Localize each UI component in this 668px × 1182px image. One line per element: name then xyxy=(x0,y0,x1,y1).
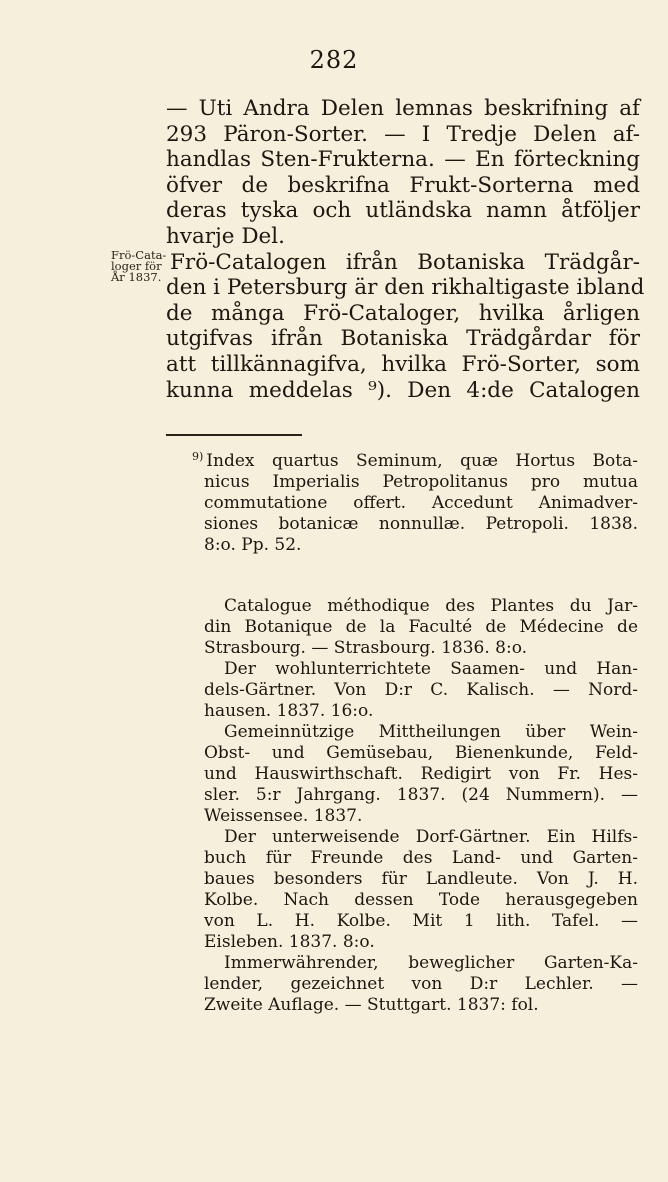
main-text-block xyxy=(166,96,645,403)
bibliography-line: hausen. 1837. 16:o. xyxy=(204,701,374,721)
bibliography-list xyxy=(204,596,638,1016)
main-text-line: öfver de beskrifna Frukt-Sorterna med xyxy=(166,172,640,198)
main-text-line: — Uti Andra Delen lemnas beskrifning af xyxy=(166,96,640,121)
margin-note-line: År 1837. xyxy=(111,270,162,284)
margin-note-line: loger för xyxy=(111,259,162,273)
main-text-line: utgifvas ifrån Botaniska Trädgårdar för xyxy=(166,326,640,352)
bibliography-entry xyxy=(204,827,638,953)
margin-note xyxy=(111,250,171,283)
main-text-line: deras tyska och utländska namn åtföljer xyxy=(166,198,640,224)
bibliography-entry xyxy=(204,953,638,1016)
bibliography-line: Gemeinnützige Mittheilungen über Wein- xyxy=(224,722,638,742)
margin-note-line: Frö-Cata- xyxy=(111,248,167,262)
main-text-line: kunna meddelas ⁹). Den 4:de Catalogen xyxy=(166,377,640,403)
main-text-line: Frö-Catalogen ifrån Botaniska Trädgår- xyxy=(170,249,640,275)
bibliography-line: lender, gezeichnet von D:r Lechler. — xyxy=(204,974,638,994)
bibliography-line: Der wohlunterrichtete Saamen- und Han- xyxy=(224,659,638,679)
main-text-line: att tillkännagifva, hvilka Frö-Sorter, som xyxy=(166,351,640,377)
footnote-line-text: Index quartus Seminum, quæ Hortus Bota- xyxy=(206,451,638,471)
bibliography-entry xyxy=(204,722,638,827)
bibliography-line: sler. 5:r Jahrgang. 1837. (24 Nummern). — xyxy=(204,785,638,805)
bibliography-line: Eisleben. 1837. 8:o. xyxy=(204,932,375,952)
footnote xyxy=(192,446,638,556)
bibliography-line: Strasbourg. — Strasbourg. 1836. 8:o. xyxy=(204,638,528,658)
footnote-separator-rule xyxy=(166,434,302,436)
main-text-line: den i Petersburg är den rikhaltigaste ibland xyxy=(166,275,645,301)
bibliography-entry xyxy=(204,596,638,659)
bibliography-line: buch für Freunde des Land- und Garten- xyxy=(204,848,638,868)
page-number: 282 xyxy=(309,46,359,74)
footnote-line: commutatione offert. Accedunt Animadver- xyxy=(204,493,638,513)
main-text-line: 293 Päron-Sorter. — I Tredje Delen af- xyxy=(166,121,640,147)
main-text-line: handlas Sten-Frukterna. — En förteckning xyxy=(166,147,640,173)
footnote-mark: 9) xyxy=(192,450,204,463)
bibliography-line: baues besonders für Landleute. Von J. H. xyxy=(204,869,638,889)
main-text-line: de många Frö-Cataloger, hvilka årligen xyxy=(166,300,640,326)
bibliography-line: Weissensee. 1837. xyxy=(204,806,363,826)
bibliography-line: Zweite Auflage. — Stuttgart. 1837: fol. xyxy=(204,995,539,1015)
footnote-line: siones botanicæ nonnullæ. Petropoli. 1838. xyxy=(204,514,638,534)
bibliography-line: Immerwährender, beweglicher Garten-Ka- xyxy=(224,953,638,973)
bibliography-line: Der unterweisende Dorf-Gärtner. Ein Hilfs- xyxy=(224,827,638,847)
bibliography-line: Kolbe. Nach dessen Tode herausgegeben xyxy=(204,890,638,910)
footnote-line: 8:o. Pp. 52. xyxy=(204,535,302,555)
bibliography-line: Obst- und Gemüsebau, Bienenkunde, Feld- xyxy=(204,743,638,763)
bibliography-line: und Hauswirthschaft. Redigirt von Fr. Hes- xyxy=(204,764,638,784)
bibliography-line: din Botanique de la Faculté de Médecine de xyxy=(204,617,638,637)
bibliography-entry xyxy=(204,659,638,722)
footnote-line xyxy=(192,446,638,472)
bibliography-line: Catalogue méthodique des Plantes du Jar- xyxy=(224,596,638,616)
bibliography-line: von L. H. Kolbe. Mit 1 lith. Tafel. — xyxy=(204,911,638,931)
footnote-line: nicus Imperialis Petropolitanus pro mutua xyxy=(204,472,638,492)
main-text-line: hvarje Del. xyxy=(166,223,285,249)
bibliography-line: dels-Gärtner. Von D:r C. Kalisch. — Nord- xyxy=(204,680,638,700)
